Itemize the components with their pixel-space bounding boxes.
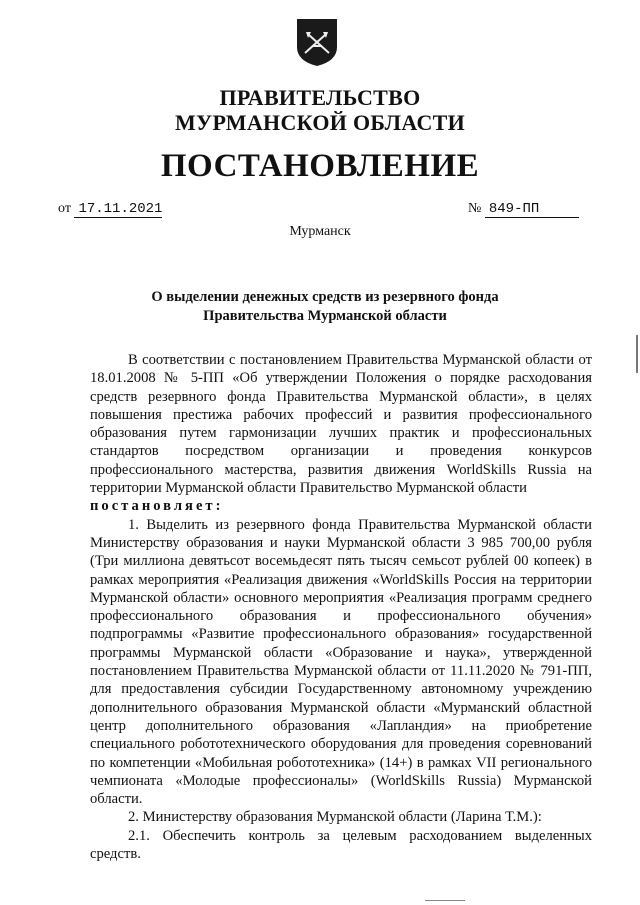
subject-line1: О выделении денежных средств из резервного фонда <box>151 289 499 305</box>
preamble-text: В соответствии с постановлением Правительства Мурманской области от 18.01.2008 № 5-ПП «Об утверждении Положения о порядке расходования средств резервного фонда Правительства Мурманской области», в целях повышения престижа рабочих профессий и развития профессионального образования путем гармонизации лучших практик и профессиональных стандартов посредством организации и проведения конкурсов профессионального мастерства, развития движения WorldSkills Russia на территории Мурманской области Правительство Мурманской области <box>90 352 592 497</box>
clause-1: 1. Выделить из резервного фонда Правительства Мурманской области Министерству образования и науки Мурманской области 3 985 700,00 рубля (Три миллиона девятьсот восемьдесят пять тысяч семьсот рублей 00 копеек) в рамках мероприятия «Реализация движения «WorldSkills Россия на территории Мурманской области» основного мероприятия «Реализация программ среднего профессионального образования и профессионального обучения» подпрограммы «Развитие профессионального образования» государственной программы Мурманской области «Образование и наука», утвержденной постановлением Правительства Мурманской области от 11.11.2020 № 791-ПП, для предоставления субсидии Государственному автономному учреждению дополнительного образования Мурманской области «Мурманский областной центр дополнительного образования «Лапландия» на приобретение специального робототехнического оборудования для проведения соревнований по компетенции «Мобильная робототехника» (14+) в рамках VII регионального чемпионата «Молодые профессионалы» (WorldSkills Russia) Мурманской области. <box>90 516 592 808</box>
document-subject <box>90 288 560 326</box>
date-value: 17.11.2021 <box>74 201 162 218</box>
subject-line2: Правительства Мурманской области <box>203 308 447 324</box>
city-name: Мурманск <box>289 224 351 239</box>
decree-line <box>90 497 592 515</box>
preamble-paragraph <box>90 351 592 497</box>
date-prefix: от <box>58 201 71 216</box>
org-name-line1: ПРАВИТЕЛЬСТВО <box>219 85 421 110</box>
decree-word: постановляет: <box>90 498 224 515</box>
document-date <box>58 201 162 218</box>
number-prefix: № <box>468 201 482 216</box>
coat-of-arms-icon <box>295 17 339 67</box>
clause-2: 2. Министерству образования Мурманской области (Ларина Т.М.): <box>128 809 542 826</box>
org-name-line2: МУРМАНСКОЙ ОБЛАСТИ <box>174 110 466 135</box>
document-body <box>90 351 592 863</box>
scan-edge-mark <box>636 335 638 373</box>
document-type-title: ПОСТАНОВЛЕНИЕ <box>160 148 480 184</box>
clause-2-1: 2.1. Обеспечить контроль за целевым расходованием выделенных средств. <box>90 827 592 863</box>
number-value: 849-ПП <box>485 201 579 218</box>
document-number <box>468 201 579 218</box>
scan-bottom-mark <box>425 900 465 901</box>
